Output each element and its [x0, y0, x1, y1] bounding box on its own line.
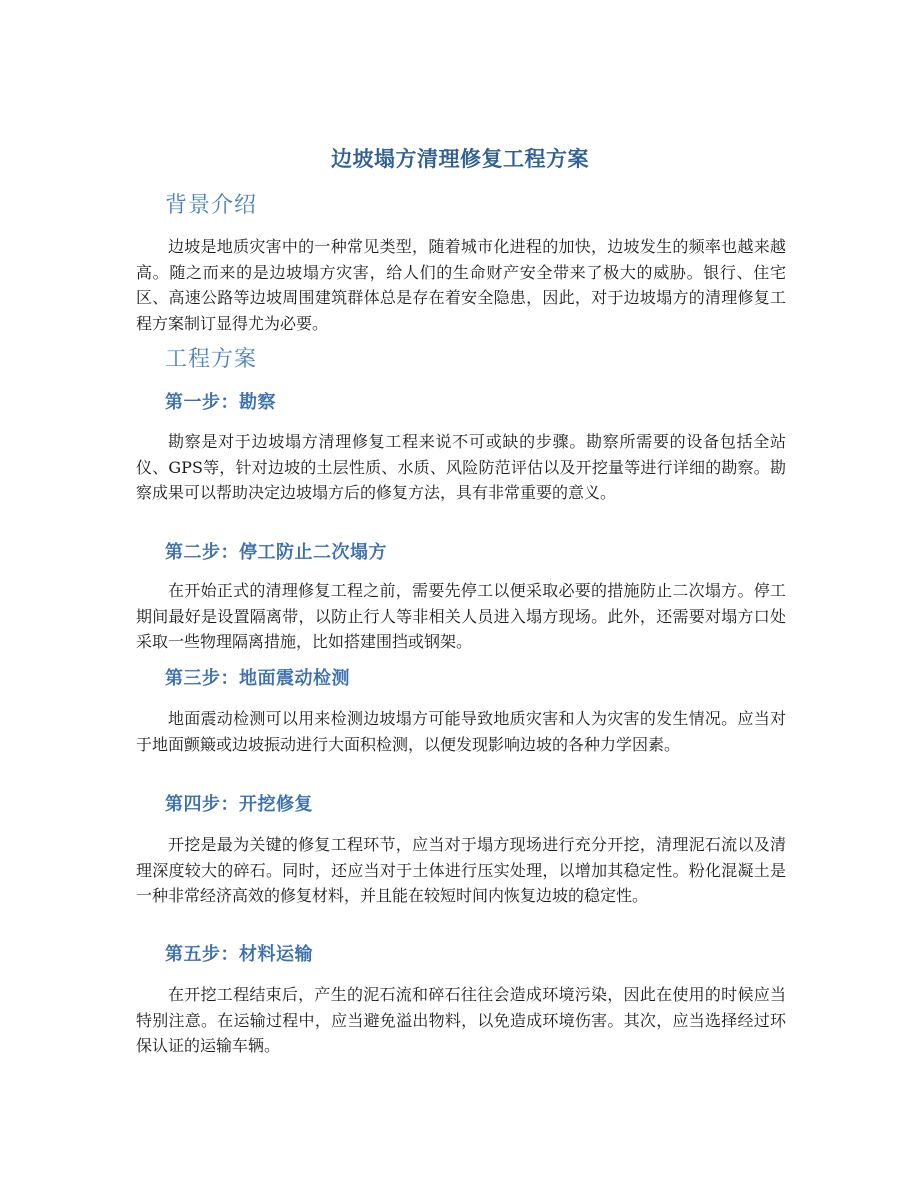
step-5-paragraph: 在开挖工程结束后，产生的泥石流和碎石往往会造成环境污染，因此在使用的时候应当特别注意。在运输过程中，应当避免溢出物料，以免造成环境伤害。其次，应当选择经过环保认证的运输车辆。: [136, 985, 786, 1055]
step-2-heading: 第二步：停工防止二次塌方: [165, 542, 387, 563]
step-1-paragraph: 勘察是对于边坡塌方清理修复工程来说不可或缺的步骤。勘察所需要的设备包括全站仪、GPS等，针对边坡的土层性质、水质、风险防范评估以及开挖量等进行详细的勘察。勘察成果可以帮助决定边坡塌方后的修复方法，具有非常重要的意义。: [136, 432, 786, 502]
step-1-heading: 第一步：勘察: [165, 392, 276, 413]
section-heading-background: 背景介绍: [165, 193, 258, 218]
step-4-paragraph: 开挖是最为关键的修复工程环节，应当对于塌方现场进行充分开挖，清理泥石流以及清理深度较大的碎石。同时，还应当对于土体进行压实处理，以增加其稳定性。粉化混凝土是一种非常经济高效的修复材料，并且能在较短时间内恢复边坡的稳定性。: [136, 835, 786, 905]
step-3-heading: 第三步：地面震动检测: [165, 668, 350, 689]
section-heading-plan: 工程方案: [165, 347, 258, 372]
step-2-paragraph: 在开始正式的清理修复工程之前，需要先停工以便采取必要的措施防止二次塌方。停工期间最好是设置隔离带，以防止行人等非相关人员进入塌方现场。此外，还需要对塌方口处采取一些物理隔离措施，比如搭建围挡或钢架。: [136, 581, 786, 651]
step-5-heading: 第五步：材料运输: [165, 944, 313, 965]
document-title: 边坡塌方清理修复工程方案: [331, 147, 589, 171]
background-paragraph: 边坡是地质灾害中的一种常见类型，随着城市化进程的加快，边坡发生的频率也越来越高。随之而来的是边坡塌方灾害，给人们的生命财产安全带来了极大的威胁。银行、住宅区、高速公路等边坡周围建筑群体总是存在着安全隐患，因此，对于边坡塌方的清理修复工程方案制订显得尤为必要。: [136, 237, 786, 333]
step-3-paragraph: 地面震动检测可以用来检测边坡塌方可能导致地质灾害和人为灾害的发生情况。应当对于地面颤簸或边坡振动进行大面积检测，以便发现影响边坡的各种力学因素。: [136, 709, 786, 754]
step-4-heading: 第四步：开挖修复: [165, 794, 313, 815]
